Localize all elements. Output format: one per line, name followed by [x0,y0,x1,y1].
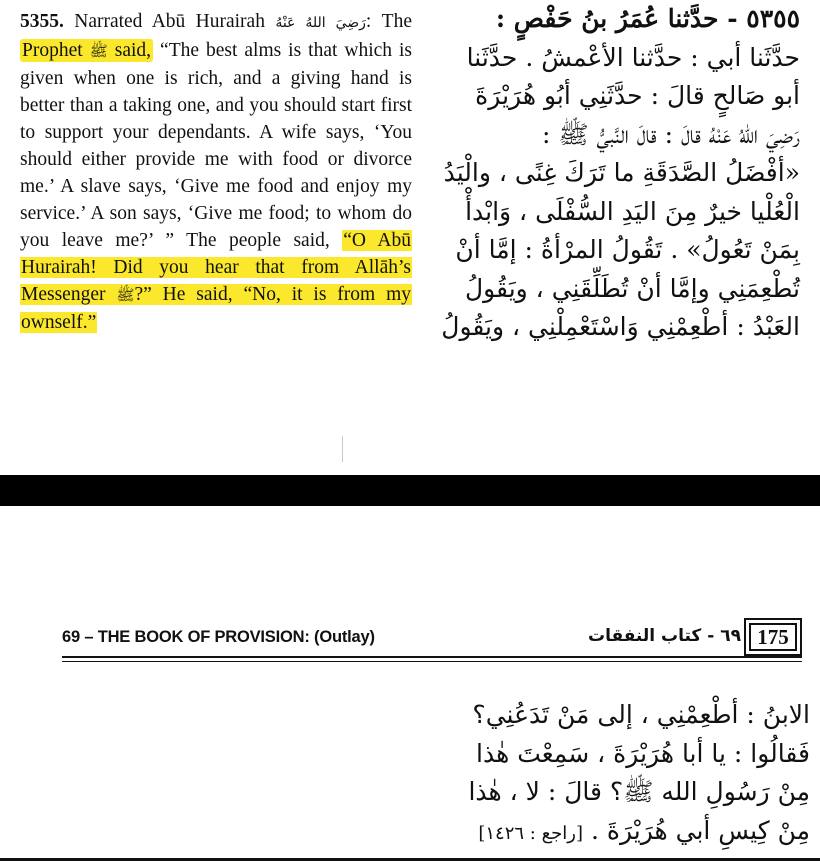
arabic-line: الْعُلْيا خيرٌ مِنَ اليَدِ السُّفْلَى ، وَابْدأْ [465,196,800,226]
book-title-english: 69 – THE BOOK OF PROVISION: (Outlay) [62,628,375,646]
header-rule-thick [62,656,802,658]
header-rule-thin [62,661,802,662]
narrated-by: Narrated Abū Hurairah [74,11,265,32]
page-number: 175 [749,623,797,651]
hadith-arabic-text [428,0,800,347]
answer-text: ?” He said, “No, it is from my ownself.” [21,284,411,333]
continued-arabic-text [430,696,810,853]
pbuh-symbol: ﷺ [89,42,108,60]
cross-reference: [راجع : ١٤٢٦] [478,822,583,844]
colon: : [365,11,372,32]
hadith-english-text [20,8,412,336]
page-bottom [0,506,820,862]
arabic-line: ٥٣٥٥ - حدَّثنا عُمَرُ بنُ حَفْصٍ : [495,4,800,33]
arabic-line: تُطْعِمَنِي وإمَّا أنْ تُطَلِّقَنِي ، ويَقُولُ [464,273,800,303]
book-title-arabic: ٦٩ - كتاب النفقات [588,626,741,646]
arabic-line-last [430,812,810,854]
word-said: said, [114,40,152,61]
arabic-line: فَقالُوا : يا أبا هُرَيْرَةَ ، سَمِعْتَ هٰذا [476,738,810,768]
arabic-line: العَبْدُ : أطْعِمْنِي وَاسْتَعْمِلْنِي ، ويَقُولُ [441,312,800,341]
arabic-line: «أفْضَلُ الصَّدَقَةِ ما تَرَكَ غِنًى ، والْيَدُ [443,158,800,187]
narrator-honorific: رَضِيَ اللهُ عَنْهُ [275,15,366,31]
arabic-last-text: مِنْ كِيسِ أبي هُرَيْرَةَ . [590,815,810,845]
arabic-line: حدَّثَنا أبي : حدَّثنا الأعْمشُ . حدَّثَنا [466,42,800,72]
center-tick-mark [342,436,343,462]
bottom-edge-rule [0,858,820,861]
arabic-line: الابنُ : أطْعِمْنِي ، إلى مَنْ تَدَعُنِي؟ [472,700,810,729]
running-header [0,618,820,658]
arabic-line: أبو صَالحٍ قالَ : حدَّثَنِي أبُو هُرَيْرَةَ [475,81,800,110]
arabic-line: بِمَنْ تَعُولُ» . تَقُولُ المرْأةُ : إمَّا أنْ [455,235,800,264]
hadith-number: 5355. [20,11,64,32]
page-divider-band [0,475,820,506]
question-text: “O Abū Hurairah! Did you hear that from Allāh’s Messenger [21,230,412,305]
page-number-box [744,618,802,656]
word-prophet: Prophet [22,40,83,61]
hadith-body: “The best alms is that which is given when one is rich, and a giving hand is better than a taking one, and you should start first to support your dependants. A wife says, ‘You should either provide me with food or divorce me.’ A slave says, ‘Give me food and enjoy my service.’ A son says, ‘Give me food; to whom do you leave me?’ ” The people said, [20,40,413,251]
arabic-line: رَضِيَ اللهُ عَنْهُ قالَ : قالَ النَّبيُّ ﷺ : [542,119,800,149]
word-the: The [381,11,412,32]
arabic-line: مِنْ رَسُولِ الله ﷺ؟ قالَ : لا ، هٰذا [468,777,810,806]
highlight-prophet [20,39,153,62]
pbuh-symbol-2: ﷺ [116,286,135,304]
